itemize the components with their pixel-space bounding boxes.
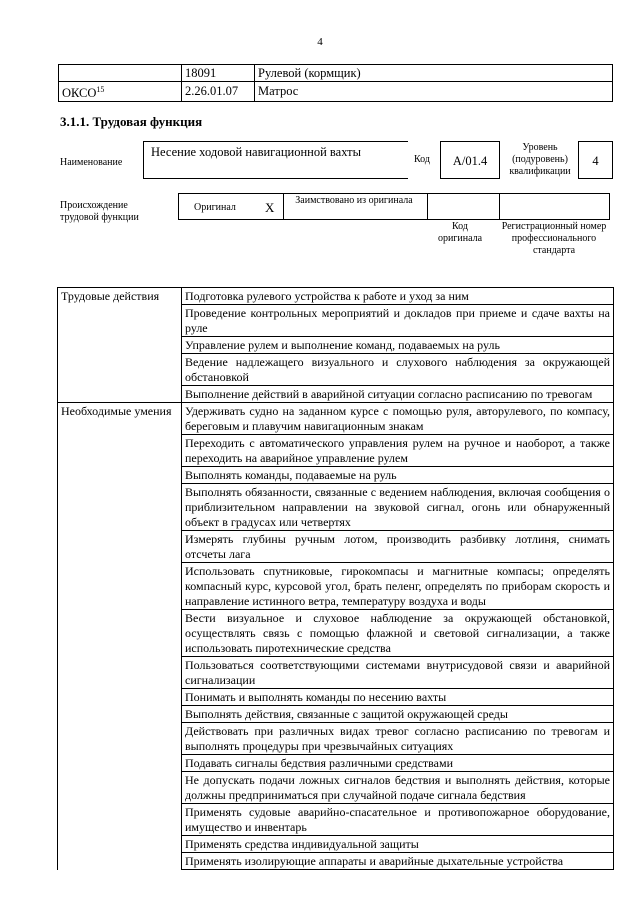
table-item: Подавать сигналы бедствия различными средствами	[182, 755, 614, 772]
table-item: Подготовка рулевого устройства к работе и уход за ним	[182, 288, 614, 305]
category-cell	[58, 689, 182, 706]
code-label: Код	[414, 154, 430, 165]
table-row	[58, 706, 614, 723]
table-row	[58, 467, 614, 484]
category-cell	[58, 354, 182, 386]
borrowed-label: Заимствовано из оригинала	[295, 195, 413, 206]
category-cell	[58, 723, 182, 755]
table-item: Управление рулем и выполнение команд, подаваемых на руль	[182, 337, 614, 354]
original-label: Оригинал	[194, 202, 236, 213]
table-item: Ведение надлежащего визуального и слухового наблюдения за окружающей обстановкой	[182, 354, 614, 386]
category-cell	[58, 337, 182, 354]
page-number: 4	[317, 36, 323, 48]
code-value-box	[440, 141, 500, 179]
divider	[427, 194, 428, 219]
table-row	[58, 484, 614, 531]
origin-label: Происхождение трудовой функции	[60, 200, 139, 223]
okso-row	[59, 82, 613, 102]
section-title: 3.1.1. Трудовая функция	[60, 114, 203, 129]
table-row	[58, 804, 614, 836]
reg-number-label: Регистрационный номер профессионального стандарта	[501, 221, 607, 256]
okso-label	[59, 65, 182, 82]
table-row	[58, 610, 614, 657]
table-item: Переходить с автоматического управления рулем на ручное и наоборот, а также переходить на аварийное управление рулем	[182, 435, 614, 467]
table-row	[58, 337, 614, 354]
category-cell	[58, 657, 182, 689]
table-row	[58, 403, 614, 435]
table-item: Пользоваться соответствующими системами внутрисудовой связи и аварийной сигнализации	[182, 657, 614, 689]
table-row	[58, 435, 614, 467]
category-cell: Необходимые умения	[58, 403, 182, 435]
level-value: 4	[592, 154, 599, 168]
table-row	[58, 386, 614, 403]
table-row	[58, 723, 614, 755]
category-cell	[58, 531, 182, 563]
table-row	[58, 657, 614, 689]
category-cell	[58, 610, 182, 657]
table-row	[58, 288, 614, 305]
origin-box	[178, 193, 610, 220]
table-row	[58, 689, 614, 706]
code-original-label: Код оригинала	[437, 221, 483, 244]
category-cell	[58, 435, 182, 467]
okso-code: 18091	[182, 65, 255, 82]
level-value-box	[578, 141, 613, 179]
okso-code: 2.26.01.07	[182, 82, 255, 102]
category-cell	[58, 386, 182, 403]
table-item: Удерживать судно на заданном курсе с помощью руля, авторулевого, по компасу, береговым и плавучим навигационным знакам	[182, 403, 614, 435]
category-cell	[58, 836, 182, 853]
table-item: Применять судовые аварийно-спасательное и противопожарное оборудование, имущество и инвентарь	[182, 804, 614, 836]
name-label: Наименование	[60, 157, 123, 168]
okso-label-cell	[59, 82, 182, 102]
level-label: Уровень (подуровень) квалификации	[509, 142, 571, 177]
table-item: Использовать спутниковые, гирокомпасы и магнитные компасы; определять компасный курс, курсовой угол, брать пеленг, определять по приборам скорость и направление истинного ветра, температуру воздуха и воды	[182, 563, 614, 610]
category-cell	[58, 467, 182, 484]
table-item: Понимать и выполнять команды по несению вахты	[182, 689, 614, 706]
okso-name: Матрос	[255, 82, 613, 102]
name-value-box	[143, 141, 408, 179]
okso-row	[59, 65, 613, 82]
function-name: Несение ходовой навигационной вахты	[151, 145, 362, 159]
table-item: Измерять глубины ручным лотом, производить разбивку лотлиня, снимать отсчеты лага	[182, 531, 614, 563]
category-cell	[58, 305, 182, 337]
okso-table	[58, 64, 613, 102]
table-row	[58, 354, 614, 386]
original-mark: X	[265, 200, 275, 215]
table-item: Выполнять обязанности, связанные с ведением наблюдения, включая сообщения о приблизительном направлении на звуковой сигнал, огонь или обнаруженный объект в градусах или четвертях	[182, 484, 614, 531]
table-row	[58, 531, 614, 563]
category-cell	[58, 484, 182, 531]
table-item: Проведение контрольных мероприятий и докладов при приеме и сдаче вахты на руле	[182, 305, 614, 337]
table-row	[58, 755, 614, 772]
category-cell	[58, 563, 182, 610]
function-code: А/01.4	[452, 154, 488, 168]
table-item: Выполнение действий в аварийной ситуации согласно расписанию по тревогам	[182, 386, 614, 403]
table-item: Выполнять действия, связанные с защитой окружающей среды	[182, 706, 614, 723]
table-row	[58, 563, 614, 610]
category-cell	[58, 853, 182, 870]
divider	[283, 194, 284, 219]
labor-function-table	[57, 287, 614, 870]
table-item: Выполнять команды, подаваемые на руль	[182, 467, 614, 484]
category-cell	[58, 772, 182, 804]
table-item: Вести визуальное и слуховое наблюдение за окружающей обстановкой, осуществлять связь с помощью флажной и световой сигнализации, а также использовать пиротехнические средства	[182, 610, 614, 657]
table-row	[58, 836, 614, 853]
table-row	[58, 305, 614, 337]
okso-footnote-ref: 15	[96, 85, 105, 94]
table-item: Применять изолирующие аппараты и аварийные дыхательные устройства	[182, 853, 614, 870]
category-cell: Трудовые действия	[58, 288, 182, 305]
table-row	[58, 772, 614, 804]
category-cell	[58, 804, 182, 836]
category-cell	[58, 755, 182, 772]
divider	[499, 194, 500, 219]
table-item: Применять средства индивидуальной защиты	[182, 836, 614, 853]
table-item: Действовать при различных видах тревог согласно расписанию по тревогам и выполнять процедуры при чрезвычайных ситуациях	[182, 723, 614, 755]
okso-name: Рулевой (кормщик)	[255, 65, 613, 82]
okso-label: ОКСО	[62, 86, 97, 100]
category-cell	[58, 706, 182, 723]
table-item: Не допускать подачи ложных сигналов бедствия и выполнять действия, которые должны предприниматься при случайной подаче сигнала бедствия	[182, 772, 614, 804]
table-row	[58, 853, 614, 870]
